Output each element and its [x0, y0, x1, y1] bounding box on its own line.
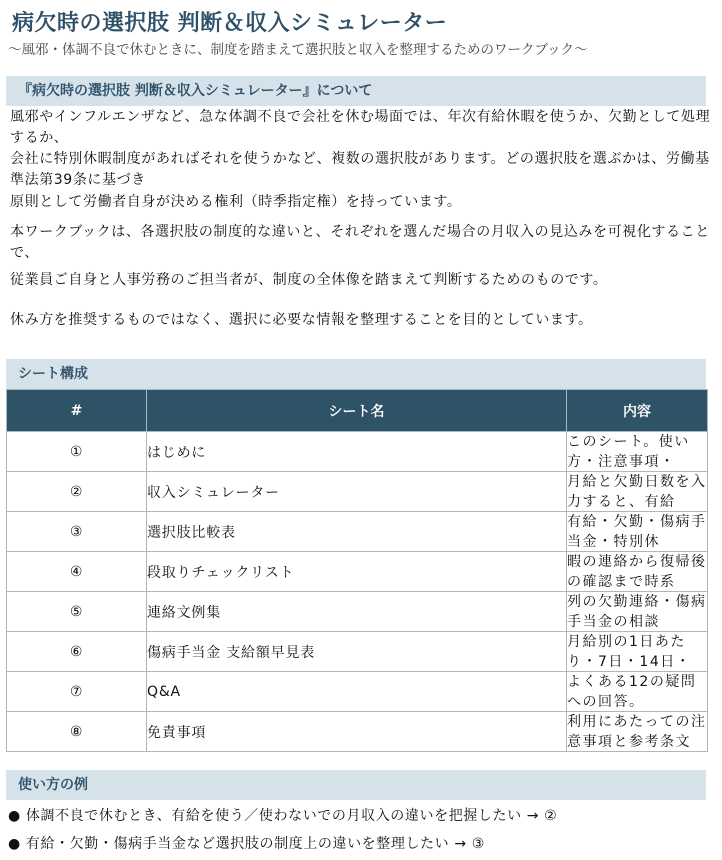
table-row: [7, 472, 708, 512]
sheet-description-text: 月給と欠勤日数を入力すると、有給: [567, 473, 707, 510]
table-row: [7, 632, 708, 672]
table-row: [7, 432, 708, 472]
row-number: ⑦: [7, 672, 147, 712]
row-number: ②: [7, 472, 147, 512]
sheet-name: はじめに: [147, 432, 567, 472]
usage-section-heading: 使い方の例: [6, 770, 706, 800]
row-number: ⑤: [7, 592, 147, 632]
sheet-description: [567, 512, 708, 552]
page-subtitle: ～風邪・体調不良で休むときに、制度を踏まえて選択肢と収入を整理するためのワークブック～: [8, 42, 588, 58]
about-paragraph-1: [10, 107, 712, 191]
row-number: ⑥: [7, 632, 147, 672]
sheet-list-table: [6, 389, 708, 752]
sheet-name: 選択肢比較表: [147, 512, 567, 552]
table-row: [7, 592, 708, 632]
table-row: [7, 712, 708, 752]
row-number: ③: [7, 512, 147, 552]
column-header-sheet-name: シート名: [147, 390, 567, 432]
about-paragraph-4: 従業員ご自身と人事労務のご担当者が、制度の全体像を踏まえて判断するためのものです。: [10, 272, 608, 288]
sheet-description-text: このシート。使い方・注意事項・: [567, 433, 690, 470]
sheet-name: 免責事項: [147, 712, 567, 752]
sheet-name: Q&A: [147, 672, 567, 712]
about-text-line: 風邪やインフルエンザなど、急な体調不良で会社を休む場面では、年次有給休暇を使うか、欠勤として処理するか、: [10, 109, 711, 146]
sheet-description-text: 月給別の1日あたり・7日・14日・: [567, 633, 692, 670]
sheet-description-text: 暇の連絡から復帰後の確認まで時系: [567, 553, 707, 590]
sheet-description: [567, 552, 708, 592]
row-number: ⑧: [7, 712, 147, 752]
sheet-description-text: 列の欠勤連絡・傷病手当金の相談: [567, 593, 707, 630]
table-row: [7, 552, 708, 592]
table-header-row: [7, 390, 708, 432]
row-number: ①: [7, 432, 147, 472]
sheet-description: [567, 632, 708, 672]
column-header-content: 内容: [567, 390, 708, 432]
sheet-description: [567, 472, 708, 512]
sheet-description-text: 利用にあたっての注意事項と参考条文: [567, 713, 707, 750]
about-section-heading: 『病欠時の選択肢 判断＆収入シミュレーター』について: [6, 76, 706, 106]
sheet-description: [567, 712, 708, 752]
sheet-description: [567, 592, 708, 632]
column-header-number: #: [7, 390, 147, 432]
usage-example-item: ● 有給・欠勤・傷病手当金など選択肢の制度上の違いを整理したい → ③: [8, 836, 485, 852]
sheet-name: 傷病手当金 支給額早見表: [147, 632, 567, 672]
about-paragraph-5: 休み方を推奨するものではなく、選択に必要な情報を整理することを目的としています。: [10, 312, 593, 328]
sheet-description: [567, 432, 708, 472]
usage-example-item: ● 体調不良で休むとき、有給を使う／使わないでの月収入の違いを把握したい → ②: [8, 808, 558, 824]
sheet-description: [567, 672, 708, 712]
page-title: 病欠時の選択肢 判断＆収入シミュレーター: [12, 11, 448, 36]
sheet-name: 連絡文例集: [147, 592, 567, 632]
row-number: ④: [7, 552, 147, 592]
about-paragraph-2: 原則として労働者自身が決める権利（時季指定権）を持っています。: [10, 194, 462, 210]
sheet-name: 収入シミュレーター: [147, 472, 567, 512]
table-row: [7, 512, 708, 552]
sheet-name: 段取りチェックリスト: [147, 552, 567, 592]
sheet-description-text: 有給・欠勤・傷病手当金・特別休: [567, 513, 707, 550]
sheet-description-text: よくある12の疑問への回答。: [567, 673, 697, 710]
about-paragraph-3: 本ワークブックは、各選択肢の制度的な違いと、それぞれを選んだ場合の月収入の見込みを可視化することで、: [10, 224, 710, 261]
sheets-section-heading: シート構成: [6, 359, 706, 389]
table-row: [7, 672, 708, 712]
about-text-line: 会社に特別休暇制度があればそれを使うかなど、複数の選択肢があります。どの選択肢を選ぶかは、労働基準法第39条に基づき: [10, 151, 710, 188]
